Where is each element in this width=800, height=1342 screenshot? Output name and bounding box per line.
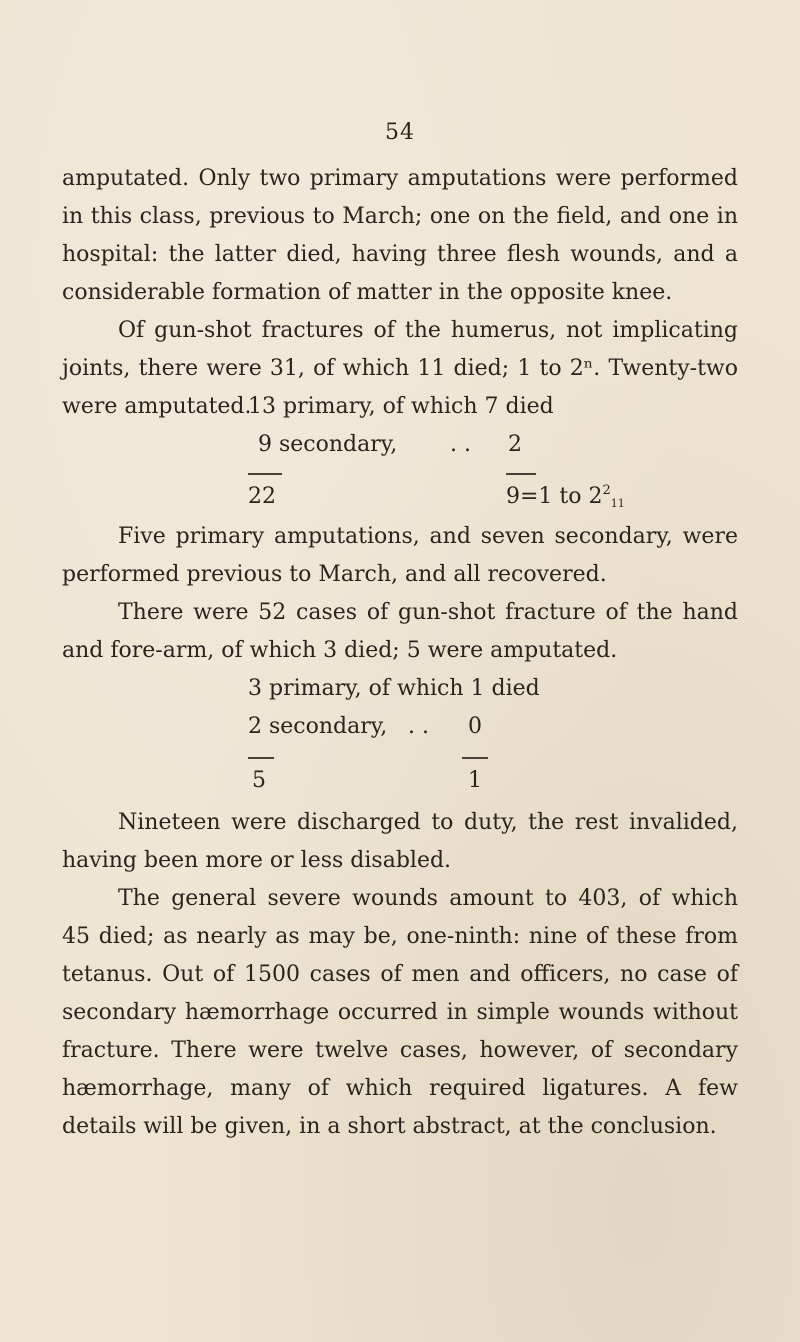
table2-total-cases: 5	[252, 768, 266, 793]
table1-ratio-sup: 2	[602, 483, 611, 498]
paragraph-block-1	[62, 160, 738, 426]
table2-secondary-dots: . .	[408, 714, 429, 739]
table1-rule-right	[506, 473, 536, 475]
paragraph-primary-amputations: Five primary amputations, and seven secondary, were performed previous to March, and all recovered.	[62, 524, 738, 587]
paragraph-discharged: Nineteen were discharged to duty, the rest invalided, having been more or less disabled.	[62, 810, 738, 873]
table2-rule-left	[248, 757, 274, 759]
table2-row-primary: 3 primary, of which 1 died	[248, 676, 540, 701]
table2-rule-right	[462, 757, 488, 759]
table1-total-died	[506, 478, 625, 516]
table1-row-primary: 13 primary, of which 7 died	[248, 394, 554, 419]
paragraph-humerus: Of gun-shot fractures of the humerus, not implicating joints, there were 31, of which 11 died; 1 to 2ⁿ. Twenty-two were amputated.	[62, 318, 738, 419]
paragraph-continuation: amputated. Only two primary amputations were performed in this class, previous to March; one on the field, and one in hospital: the latter died, having three flesh wounds, and a considerable formation of matter in the opposite knee.	[62, 166, 738, 305]
table1-ratio: 9=1 to 2	[506, 484, 603, 509]
table1-ratio-sub: 11	[610, 497, 625, 510]
page-number: 54	[385, 120, 415, 145]
table1-rule-left	[248, 473, 282, 475]
paragraph-block-3	[62, 804, 738, 1146]
table1-row-secondary	[258, 426, 397, 464]
paragraph-general-wounds: The general severe wounds amount to 403, of which 45 died; as nearly as may be, one-ninth: nine of these from tetanus. Out of 1500 cases of men and officers, no case of secondary hæmorrhage occurred in simple wounds without fracture. There were twelve cases, however, of secondary hæmorrhage, many of which required ligatures. A few details will be given, in a short abstract, at the conclusion.	[62, 886, 738, 1139]
table1-secondary-label: secondary,	[279, 432, 398, 457]
table1-total-cases: 22	[248, 484, 276, 509]
table2-row-secondary: 2 secondary,	[248, 714, 388, 739]
paragraph-forearm: There were 52 cases of gun-shot fracture of the hand and fore-arm, of which 3 died; 5 were amputated.	[62, 600, 738, 663]
table2-total-died: 1	[468, 768, 482, 793]
table1-secondary-dots: . .	[450, 432, 471, 457]
table2-secondary-died: 0	[468, 714, 482, 739]
table1-secondary-died: 2	[508, 432, 522, 457]
paragraph-block-2	[62, 518, 738, 670]
table1-secondary-count: 9	[258, 432, 272, 457]
